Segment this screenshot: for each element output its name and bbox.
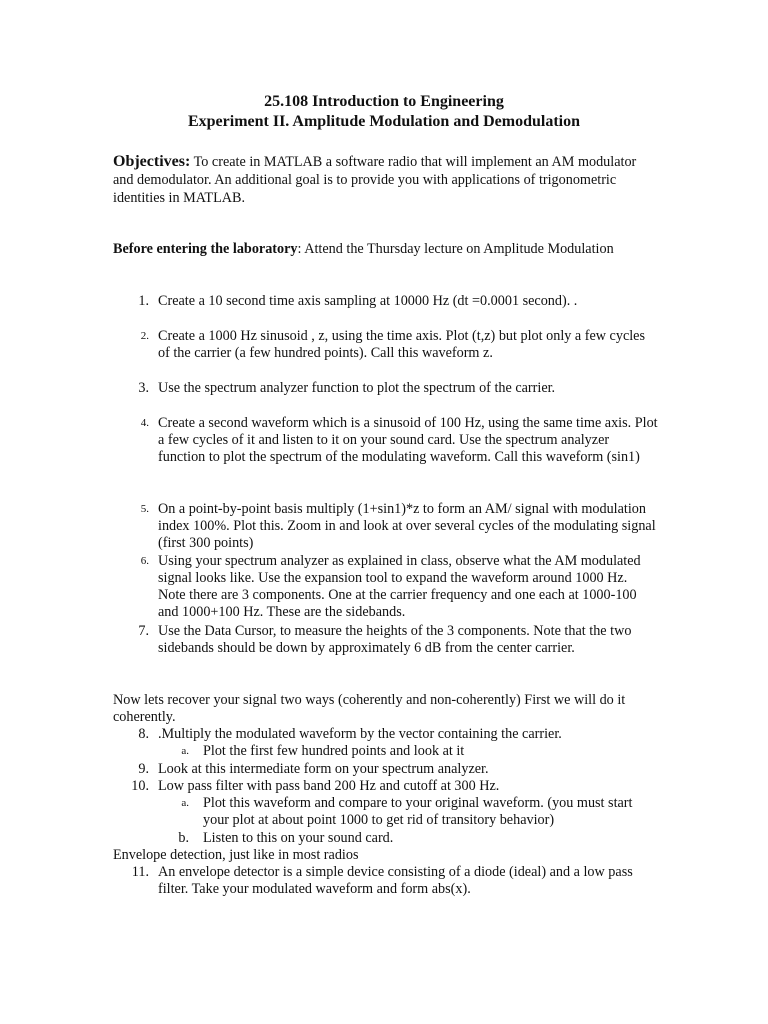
course-title: 25.108 Introduction to Engineering	[264, 93, 504, 110]
list-number: 8.	[138, 726, 149, 742]
list-text: An envelope detector is a simple device consisting of a diode (ideal) and a low pass filter. Take your modulated waveform and form abs(x).	[158, 864, 633, 897]
list-number: 7.	[138, 623, 149, 639]
recover-intro: Now lets recover your signal two ways (coherently and non-coherently) First we will do it coherently.	[113, 692, 626, 725]
sub-list-letter: a.	[181, 797, 189, 809]
list-text: On a point-by-point basis multiply (1+sin1)*z to form an AM/ signal with modulation index 100%. Plot this. Zoom in and look at over several cycles of the modulating signal (first 300 points)	[158, 501, 656, 551]
list-text: Create a 1000 Hz sinusoid , z, using the time axis. Plot (t,z) but plot only a few cycles of the carrier (a few hundred points). Call this waveform z.	[158, 328, 646, 361]
list-number: 10.	[131, 778, 149, 794]
list-text: Use the spectrum analyzer function to plot the spectrum of the carrier.	[158, 380, 556, 396]
sub-list-text: Plot this waveform and compare to your original waveform. (you must start your plot at about point 1000 to get rid of transitory behavior)	[203, 795, 633, 828]
list-text: Create a second waveform which is a sinusoid of 100 Hz, using the same time axis. Plot a few cycles of it and listen to it on your sound card. Use the spectrum analyzer function to plot the spectrum of the modulating waveform. Call this waveform (sin1)	[158, 415, 658, 465]
list-number: 9.	[138, 761, 149, 777]
list-number: 11.	[131, 864, 149, 880]
sub-list-letter: a.	[181, 745, 189, 757]
envelope-heading: Envelope detection, just like in most radios	[113, 847, 359, 863]
list-text: .Multiply the modulated waveform by the vector containing the carrier.	[158, 726, 562, 742]
objectives-heading: Objectives:	[113, 153, 191, 170]
list-number: 6.	[140, 555, 149, 567]
sub-list-text: Plot the first few hundred points and look at it	[203, 743, 465, 759]
before-lab-section	[113, 240, 673, 258]
before-lab-label: Before entering the laboratory	[113, 241, 298, 257]
list-number: 2.	[140, 330, 149, 342]
sub-list-letter: b.	[178, 830, 189, 846]
objectives-section	[113, 153, 653, 207]
before-lab-text: : Attend the Thursday lecture on Amplitude Modulation	[297, 241, 614, 257]
list-number: 4.	[140, 417, 149, 429]
experiment-title: Experiment II. Amplitude Modulation and Demodulation	[187, 113, 581, 130]
list-text: Low pass filter with pass band 200 Hz and cutoff at 300 Hz.	[158, 778, 500, 794]
list-number: 5.	[140, 503, 149, 515]
list-text: Look at this intermediate form on your spectrum analyzer.	[158, 761, 489, 777]
list-number: 3.	[138, 380, 149, 396]
sub-list-text: Listen to this on your sound card.	[203, 830, 394, 846]
list-text: Create a 10 second time axis sampling at 10000 Hz (dt =0.0001 second). .	[158, 293, 578, 309]
list-text: Use the Data Cursor, to measure the heights of the 3 components. Note that the two sidebands should be down by approximately 6 dB from the center carrier.	[158, 623, 632, 656]
list-number: 1.	[138, 293, 149, 309]
objectives-text: To create in MATLAB a software radio that will implement an AM modulator and demodulator. An additional goal is to provide you with applications of trigonometric identities in MATLAB.	[113, 154, 637, 206]
list-text: Using your spectrum analyzer as explained in class, observe what the AM modulated signal looks like. Use the expansion tool to expand the waveform around 1000 Hz. Note there are 3 components. One at the carrier frequency and one each at 1000-100 and 1000+100 Hz. These are the sidebands.	[158, 553, 641, 620]
